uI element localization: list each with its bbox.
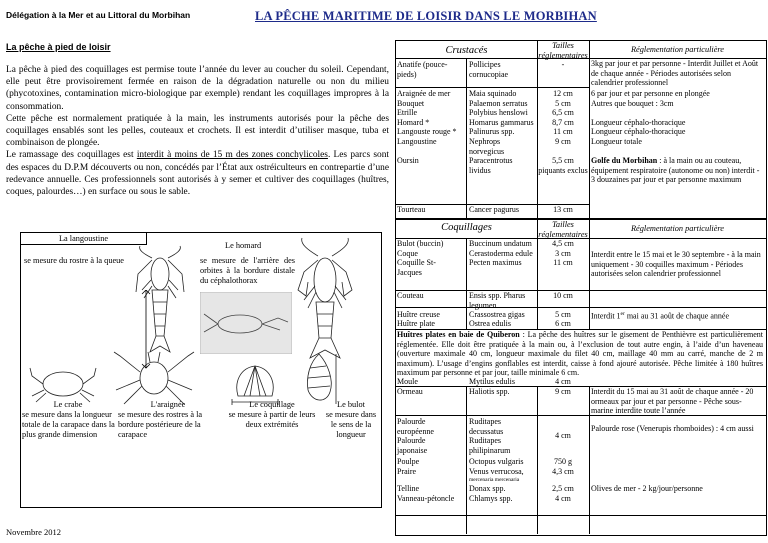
homard-caption: se mesure de l'arrière des orbites à la bordure distale du céphalothorax (200, 256, 295, 285)
table-cell-name: européenne (397, 426, 434, 436)
table-cell-name: Coquille St- (397, 258, 436, 268)
huitre-creuse-size: 5 cm (555, 310, 571, 319)
intro-p3-underlined: interdit à moins de 15 m des zones conchylicoles (136, 150, 328, 161)
langoustine-caption: se mesure du rostre à la queue (24, 256, 124, 265)
anatife-sci: Pollicipes cornucopiae (469, 60, 509, 79)
table-cell-species: Palinurus spp. (469, 127, 515, 137)
intro-p3-end: . Les parcs sont des espaces du D.P.M découverts ou non, concédés par l’État aux ostréiculteurs en contrepartie d’une redevance annuelle. Ces professionnels sont autorisés à y semer et cultiver des coquillages (huîtres, coques, palourdes…) en surface ou sous le sable. (6, 150, 389, 198)
table-cell-size: 12 cm (553, 89, 573, 98)
table-cell-species: Nephrops (469, 137, 501, 146)
section-title: La pêche à pied de loisir (6, 42, 111, 52)
huitre-note-sup: er (620, 311, 625, 317)
couteau-name: Couteau (397, 291, 424, 300)
intro-p2: Cette pêche est normalement pratiquée à la main, les instruments autorisés pour la pêche des coquillages ensablés sont les pelles, couteaux et crochets. Il est interdit d’utiliser masque, tuba et combinaison de plongée. (6, 113, 389, 149)
tourteau-name: Tourteau (397, 205, 426, 214)
moule-name: Moule (397, 377, 418, 386)
poulpe-size: 750 g (554, 457, 572, 466)
quiberon-text: : La pêche des huîtres sur le gisement de Penthièvre est particulièrement réglementée. Elle doit être pratiquée à la main ou, à l’exclusion de tout autre engin, à l’aide d’un haveneau (ouverture maximale 40 cm, longueur maximale du filet 40 cm, maillage 40 mm au carré, manche de 2 m maximum). L’usage d’engins gonflables est interdit, caisse à fond ajouré autorisée. Pêche limitée à 180 huîtres maximum par personne et par jour, taille minimale 6 cm. (397, 330, 763, 378)
praire-sci2: mercenaria mercenaria (469, 477, 520, 483)
palourde-note: Palourde rose (Venerupis rhomboides) : 4 cm aussi (591, 424, 754, 433)
table-cell-name: Etrille (397, 108, 417, 118)
poulpe-sci: Octopus vulgaris (469, 457, 524, 466)
intro-p3-start: Le ramassage des coquillages est (6, 150, 137, 161)
araignee-title: L'araignée (150, 400, 186, 409)
ormeau-note: Interdit du 15 mai au 31 août de chaque année - 20 ormeaux par jour et par personne - Pêche sous-marine interdite toute l’année (591, 387, 754, 416)
page-title: LA PÊCHE MARITIME DE LOISIR DANS LE MORBIHAN (255, 9, 597, 23)
table-cell-size: 6,5 cm (552, 108, 574, 118)
homard-title: Le homard (225, 241, 262, 250)
poulpe-name: Poulpe (397, 457, 420, 466)
crabe-title: Le crabe (53, 400, 83, 409)
telline-size: 2,5 cm (552, 484, 574, 493)
anatife-size: - (561, 60, 565, 69)
telline-name: Telline (397, 484, 420, 493)
huitre-plate-size: 6 cm (555, 319, 571, 328)
table-cell-note: 6 par jour et par personne en plongée (591, 89, 710, 98)
table-cell-size: piquants exclus (538, 165, 588, 175)
araignee-drawing (110, 350, 198, 406)
ormeau-sci: Haliotis spp. (469, 387, 510, 396)
crustaces-col-regl: Réglementation particulière (630, 45, 724, 54)
telline-sci: Donax spp. (469, 484, 506, 493)
telline-note: Olives de mer - 2 kg/jour/personne (591, 484, 703, 493)
praire-sci: Venus verrucosa, (469, 467, 524, 476)
table-cell-name: Langouste rouge * (397, 127, 457, 137)
quiberon-note (397, 330, 763, 378)
table-cell-name: Oursin (397, 156, 419, 166)
ormeau-name: Ormeau (397, 387, 423, 396)
praire-name: Praire (397, 467, 417, 476)
table-cell-size: 5 cm (555, 98, 571, 108)
table-cell-name: Langoustine (397, 137, 437, 146)
table-cell-species: Homarus gammarus (469, 117, 534, 127)
huitre-plate-name: Huître plate (397, 319, 435, 328)
table-cell-species: Ruditapes (469, 417, 501, 426)
coquillages-col-tailles: Tailles réglementaires (538, 220, 588, 239)
coquillage-title: Le coquillage (249, 400, 295, 409)
ormeau-size: 9 cm (555, 387, 571, 396)
langoustine-drawing (130, 244, 190, 362)
table-cell-species: Paracentrotus (469, 156, 513, 166)
huitre-creuse-name: Huître creuse (397, 310, 440, 319)
homard-photo (200, 292, 292, 354)
vanneau-sci: Chlamys spp. (469, 494, 513, 503)
table-cell-size: 9 cm (555, 137, 571, 146)
table-cell-species: Maia squinado (469, 89, 517, 98)
table-cell-name: japonaise (397, 445, 428, 455)
huitre-creuse-sci: Crassostrea gigas (469, 310, 525, 319)
table-cell-size: 11 cm (553, 258, 573, 268)
oursin-note-bold: Golfe du Morbihan (591, 156, 658, 165)
table-cell-species: decussatus (469, 426, 504, 436)
couteau-sci: Ensis spp. Pharus legumen (469, 291, 526, 310)
table-cell-species: Polybius henslowi (469, 108, 528, 118)
bulot-caption: se mesure dans le sens de la longueur (325, 410, 377, 439)
huitre-plate-sci: Ostrea edulis (469, 319, 511, 328)
huitre-note-b: mai au 31 août de chaque année (624, 311, 730, 321)
table-cell-name: Araignée de mer (397, 89, 451, 98)
vanneau-name: Vanneau-pétoncle (397, 494, 455, 503)
table-cell-size: 5,5 cm (552, 156, 574, 166)
intro-p1: La pêche à pied des coquillages est permise toute l’année du lever au coucher du soleil. Cependant, elle peut être provisoirement fermée en raison de la dégradation naturelle ou non du milieu (phycotoxines, contamination micro-biologique par exemple) rendant les coquillages impropres à la consommation. (6, 65, 389, 112)
huitre-note-a: Interdit 1 (591, 311, 621, 321)
moule-size: 4 cm (555, 377, 571, 386)
table-cell-name: Palourde (397, 436, 426, 446)
huitre-note (591, 310, 729, 321)
quiberon-bold: Huîtres plates en baie de Quiberon (397, 330, 520, 339)
table-cell-name: Bulot (buccin) (397, 239, 444, 248)
langoustine-title: La langoustine (20, 232, 147, 245)
table-cell-name: Palourde (397, 417, 426, 426)
araignee-caption: se mesure des rostres à la bordure postérieure de la carapace (118, 410, 203, 439)
st-jacques-note: Interdit entre le 15 mai et le 30 septembre - à la main uniquement - 30 coquilles maximum - Périodes autorisées selon calendrier professionnel (591, 250, 761, 279)
table-cell-note: Longueur céphalo-thoracique (591, 117, 686, 127)
table-cell-species: Buccinum undatum (469, 239, 532, 248)
table-cell-name: Homard * (397, 117, 430, 127)
footer-date: Novembre 2012 (6, 527, 62, 537)
couteau-size: 10 cm (553, 291, 573, 300)
table-cell-species: Ruditapes (469, 436, 501, 446)
crabe-drawing (28, 362, 98, 404)
coquillages-title: Coquillages (441, 222, 492, 233)
table-cell-note: Longueur céphalo-thoracique (591, 127, 686, 137)
crustaces-title: Crustacés (445, 45, 488, 56)
table-cell-species: Cerastoderma edule (469, 248, 533, 258)
table-cell-size: 11 cm (553, 127, 573, 137)
delegation-label: Délégation à la Mer et au Littoral du Morbihan (6, 10, 191, 20)
table-cell-name: Bouquet (397, 98, 425, 108)
table-cell-species: philipinarum (469, 445, 511, 455)
vanneau-size: 4 cm (555, 494, 571, 503)
homard-drawing (290, 236, 360, 366)
tourteau-size: 13 cm (553, 205, 573, 214)
anatife-note: 3kg par jour et par personne - Interdit Juillet et Août de chaque année - Périodes autorisées selon calendrier professionnel (591, 59, 759, 88)
coquillages-col-regl: Réglementation particulière (630, 224, 724, 233)
oursin-note-text: : à la main ou au couteau, équipement respiratoire (autonome ou non) interdit - 3 douzaines par jour et par personne maximum (591, 156, 760, 185)
table-cell-size: 8,7 cm (552, 117, 574, 127)
table-cell-note: Longueur totale (591, 137, 642, 146)
table-cell-species: Pecten maximus (469, 258, 522, 268)
table-cell-species: lividus (469, 165, 491, 175)
tourteau-sci: Cancer pagurus (469, 205, 519, 214)
bulot-title: Le bulot (337, 400, 365, 409)
crustaces-col-tailles: Tailles réglementaires (538, 41, 588, 60)
table-cell-species: norvegicus (469, 146, 505, 156)
table-cell-note: Autres que bouquet : 3cm (591, 98, 674, 108)
intro-p3 (6, 149, 389, 198)
palourde-size: 4 cm (555, 431, 571, 440)
table-cell-size: 3 cm (555, 248, 571, 258)
anatife-name: Anatife (pouce-pieds) (397, 60, 448, 79)
praire-size: 4,3 cm (552, 467, 574, 476)
table-cell-size: 4,5 cm (552, 239, 574, 248)
table-cell-name: Coque (397, 248, 418, 258)
coquillage-caption: se mesure à partir de leurs deux extrémités (228, 410, 316, 429)
oursin-note (591, 156, 764, 185)
table-cell-species: Palaemon serratus (469, 98, 528, 108)
crabe-caption: se mesure dans la longueur totale de la carapace dans la plus grande dimension (22, 410, 115, 439)
table-cell-name: Jacques (397, 267, 422, 277)
moule-sci: Mytilus edulis (469, 377, 516, 386)
intro-text (6, 64, 389, 198)
